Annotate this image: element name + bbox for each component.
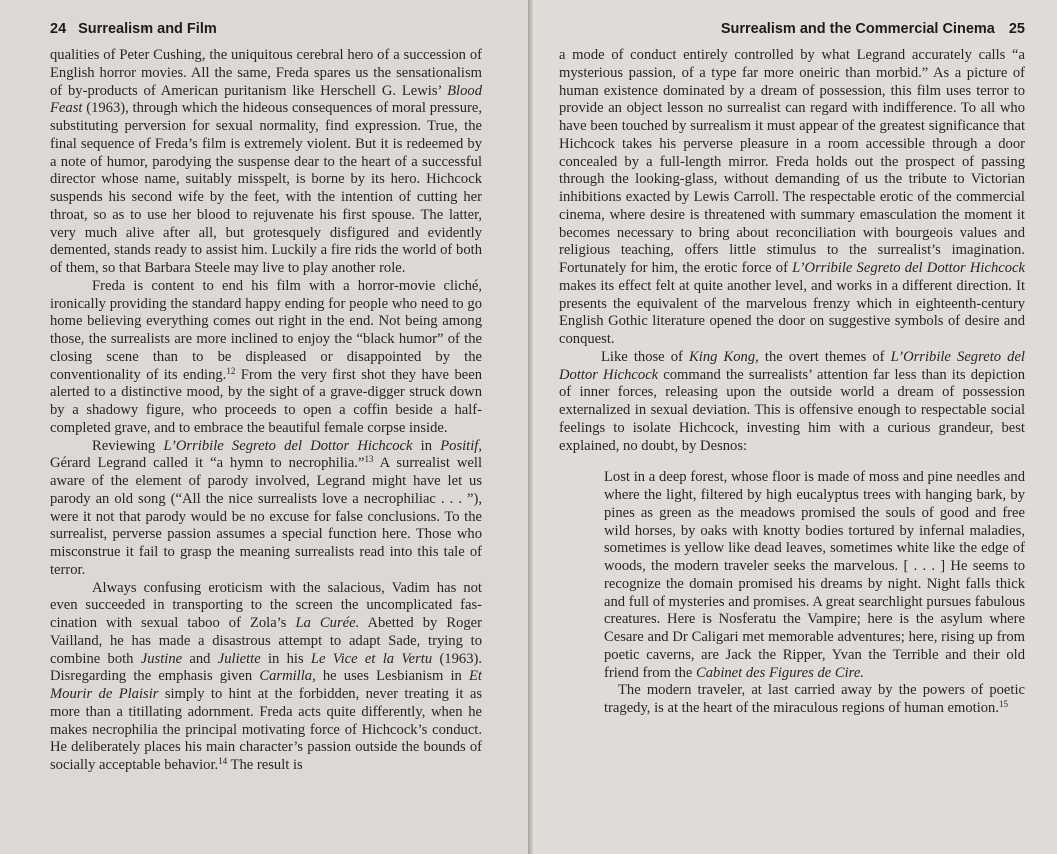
right-page-number: 25 [1008,21,1025,37]
italic-title: Cabinet des Figures de Cire. [696,664,864,681]
text-run: From the very first shot they have been alerted to a distinctive mood, by the sight of a grave-digger struck down by a shadowy figure, who proceeds to open a coffin beside a half-completed grave, and to embrace the beautiful female corpse inside. [50,366,482,436]
italic-title: Blood Feast [50,82,482,117]
paragraph [50,47,482,278]
text-run: command the surrealists’ attention far less than its depiction of inner forces, releasing upon the outside world a dream of possession externalized in sexual deviation. This is offensive enough to respectable social feelings to isolate Hichcock, investing him with a curious grandeur, best explained, no doubt, by Desnos: [559,366,1025,454]
italic-title: Carmilla, [259,668,316,685]
text-run: A surrealist well aware of the element of parody involved, Legrand might have let us parody an old song (“All the nice surrealists love a necrophiliac . . . ”), were it not that parody would be no excuse for false conclusions. To the surrealist, perverse passion assumes a special function here. Those who misconstrue it fail to grasp the meaning surrealists read into this tale of terror. [50,455,482,578]
footnote-ref: 15 [999,699,1008,709]
text-run: qualities of Peter Cushing, the uniquitous cerebral hero of a succession of English horror movies. All the same, Freda spares us the sensationalism of by-products of American puritanism like Herschell G. Lewis’ [50,47,482,99]
text-run: the overt themes of [758,348,891,365]
block-quote [604,469,1025,718]
left-body-text [50,47,482,775]
paragraph [50,278,482,438]
text-run: Abetted by Roger Vailland, he has made a disastrous attempt to adapt Sade, trying to combine both [50,615,482,667]
italic-title: L’Orribile Segreto del Dottor Hichcock [559,348,1025,383]
footnote-ref: 12 [226,365,236,376]
footnote-ref: 13 [364,454,374,465]
paragraph [604,682,1025,718]
italic-title: Le Vice et la Vertu [310,650,433,667]
text-run: in [412,437,441,454]
left-page [0,0,528,854]
italic-title: Positif, [440,437,482,454]
italic-title: King Kong, [689,348,759,365]
text-run: a mode of conduct entirely controlled by what Legrand accurately calls “a mysterious passion, of a type far more oneiric than morbid.” As a picture of human existence dominated by a dream of possession, this film uses terror to provide an object lesson no surrealist can regard with indifference. To all who have been touched by surrealism it must appear of the greatest significance that Hichcock takes his perverse pleasure in a room accessible through a door concealed by a full-length mirror. Freda holds out the prospect of passing through the looking-glass, without demanding of us the tribute to Victorian inhibitions exacted by Lewis Carroll. The respectable erotic of the commercial cinema, where desire is threatened with summary emasculation the moment it becomes necessary to bring about reconciliation with bourgeois values and religious teaching, offers little stimulus to the surrealist’s imagination. Fortunately for him, the erotic force of [559,47,1025,276]
text-run: he uses Lesbianism in [315,668,470,685]
paragraph [559,349,1025,456]
text-run: Like those of [601,348,690,365]
italic-title: Justine [140,650,183,667]
italic-title: La Curée. [295,615,360,631]
italic-title: Et Mourir de Plaisir [50,668,482,702]
left-page-number: 24 [50,21,67,37]
right-running-header [721,21,1025,37]
text-run: The modern traveler, at last carried away by the powers of poetic tragedy, is at the heart of the miraculous regions of human emotion. [604,682,1025,716]
text-run: Always confusing eroticism with the salacious, Vadim has not even succeeded in transporting to the screen the uncomplicated fascination with sexual taboo of Zola’s [50,579,482,631]
text-run: Lost in a deep forest, whose floor is made of moss and pine needles and where the light, filtered by high eucalyptus trees with hanging bark, by pines as green as the meadows promised the souls of good and free wild horses, by oaks with knotty bodies tortured by infernal maladies, sometimes is yellow like dead leaves, sometimes white like the edge of woods, the modern traveler seeks the marvelous. [ . . . ] He seems to recognize the domain promised his dreams by night. Night falls thick and full of mysteries and promises. A great searchlight pursues fabulous creatures. Here is Nosferatu the Vampire; here is the asylum where Cesare and Dr Caligari met memorable adventures; here, rising up from poetic caverns, are Jack the Ripper, Yvan the Terrible and their old friend from the [604,469,1025,681]
paragraph [50,438,482,580]
paragraph [604,469,1025,682]
italic-title: Juliette [217,650,261,667]
text-run: makes its effect felt at quite another level, and works in a different direction. It presents the equivalent of the marvelous frenzy which in eighteenth-century English Gothic literature opened the door on suggestive symbols of desire and conquest. [559,277,1025,347]
text-run: (1963). Disregarding the emphasis given [50,650,483,685]
paragraph [50,580,482,775]
text-run: (1963), through which the hideous consequences of moral pressure, substituting perversion for sexual normality, find expression. True, the final sequence of Freda’s film is extremely violent. But it is redeemed by a note of humor, parodying the suspense dear to the heart of a successful director whose name, suitably misspelt, is borne by its hero. Hichcock suspends his second wife by the feet, with the intention of cutting her throat, so as to use her blood to rejuvenate his first spouse. The latter, very much alive after all, but grotesquely disfigured and evidently demented, stands ready to assist him. Luckily a fire rids the world of both of them, so that Barbara Steele may live to play another role. [50,100,482,276]
italic-title: L’Orribile Segreto del Dottor Hichcock [792,260,1025,276]
right-paragraphs [559,47,1025,455]
text-run: Reviewing [92,437,164,454]
right-page [533,0,1057,854]
paragraph [559,47,1025,349]
text-run: in his [260,650,311,667]
text-run: simply to hint at the forbidden, never treating it as more than a titillating adornment. Freda acts quite differently, when he makes necrophilia the principal motivating force of Hichcock’s conduct. He deliberately places his main character’s passion outside the bounds of socially acceptable behavior. [50,686,483,773]
text-run: Freda is content to end his film with a horror-movie cliché, ironically providing the standard happy ending for people who need to go home believing everything comes out right in the end. Not being among those, the surrealists are more inclined to enjoy the “black humor” of the closing scene than to be displeased or disappointed by the conventionality of its ending. [50,277,482,383]
left-running-header [50,21,217,37]
right-running-head-title: Surrealism and the Commercial Cinema [720,21,995,37]
text-run: Gérard Legrand called it “a hymn to necrophilia.” [50,455,365,472]
text-run: and [182,650,218,667]
left-running-head-title: Surrealism and Film [78,21,217,37]
right-body-text [559,47,1025,718]
text-run: The result is [227,757,303,773]
footnote-ref: 14 [218,756,228,766]
italic-title: L’Orribile Segreto del Dottor Hichcock [163,437,413,454]
